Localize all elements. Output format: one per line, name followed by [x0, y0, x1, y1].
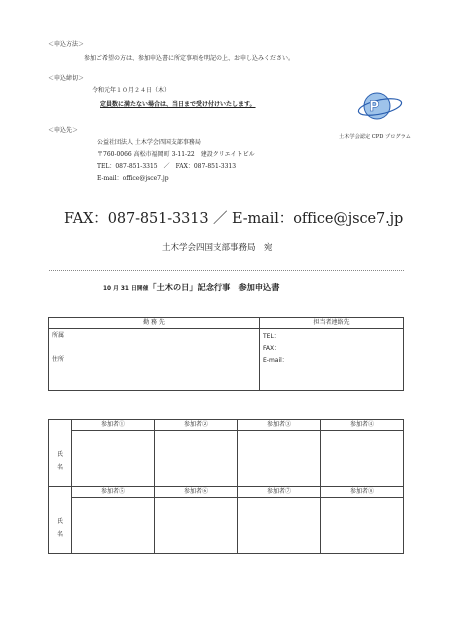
- deadline-heading: ＜申込締切＞: [48, 75, 85, 82]
- participant-3-field[interactable]: [238, 431, 321, 487]
- workplace-header: 勤 務 先: [49, 318, 260, 329]
- participant-2-field[interactable]: [155, 431, 238, 487]
- cpd-letter: P: [369, 99, 380, 115]
- form-date: 10 月 31 日開催: [103, 286, 149, 292]
- fax-email-line: FAX：087-851-3313 ／ E-mail：office@jsce7.jp: [64, 211, 404, 227]
- participant-6-header: 参加者⑥: [155, 487, 238, 498]
- deadline-note: 定員数に満たない場合は、当日まで受け付けいたします。: [100, 101, 256, 108]
- fax-label: FAX：: [263, 345, 281, 352]
- name-label-1b: 名: [57, 464, 64, 471]
- addressee: 土木学会四国支部事務局 宛: [162, 243, 273, 253]
- participant-7-field[interactable]: [238, 498, 321, 554]
- participant-5-field[interactable]: [72, 498, 155, 554]
- participant-2-header: 参加者②: [155, 420, 238, 431]
- participant-4-field[interactable]: [321, 431, 404, 487]
- cpd-globe-icon: [355, 88, 405, 128]
- contact-org: 公益社団法人 土木学会四国支部事務局: [97, 139, 201, 146]
- participant-1-header: 参加者①: [72, 420, 155, 431]
- address-label: 住所: [52, 356, 65, 363]
- method-heading: ＜申込方法＞: [48, 41, 85, 48]
- name-label-2b: 名: [57, 531, 64, 538]
- cpd-caption: 土木学会認定 CPD プログラム: [339, 134, 411, 140]
- separator: [49, 270, 404, 271]
- workplace-table: [48, 317, 404, 391]
- participant-3-header: 参加者③: [238, 420, 321, 431]
- contact-heading: ＜申込先＞: [48, 127, 79, 134]
- cpd-logo: [355, 88, 405, 128]
- contact-email: E-mail：office@jsce7.jp: [97, 175, 169, 182]
- participant-8-field[interactable]: [321, 498, 404, 554]
- workplace-cell[interactable]: [49, 329, 260, 391]
- email-label: E-mail：: [263, 357, 288, 364]
- contact-header: 担当者連絡先: [260, 318, 404, 329]
- contact-cell[interactable]: [260, 329, 404, 391]
- participant-1-field[interactable]: [72, 431, 155, 487]
- contact-address: 〒760-0066 高松市福岡町 3-11-22 建設クリエイトビル: [97, 151, 255, 158]
- contact-tel-fax: TEL：087-851-3315 ／ FAX：087-851-3313: [97, 163, 237, 170]
- form-title: 「土木の日」記念行事 参加申込書: [148, 282, 280, 292]
- method-text: 参加ご希望の方は、参加申込書に所定事項を明記の上、お申し込みください。: [84, 55, 295, 62]
- participant-4-header: 参加者④: [321, 420, 404, 431]
- participants-table: [48, 419, 404, 554]
- affiliation-label: 所属: [52, 332, 65, 339]
- participant-7-header: 参加者⑦: [238, 487, 321, 498]
- participant-5-header: 参加者⑤: [72, 487, 155, 498]
- name-label-2a: 氏: [57, 518, 64, 525]
- tel-label: TEL：: [263, 333, 280, 340]
- deadline-date: 令和元年１０月２４日（木）: [92, 87, 171, 94]
- participant-8-header: 参加者⑧: [321, 487, 404, 498]
- participant-6-field[interactable]: [155, 498, 238, 554]
- name-label-1a: 氏: [57, 451, 64, 458]
- form-title-line: [103, 282, 279, 293]
